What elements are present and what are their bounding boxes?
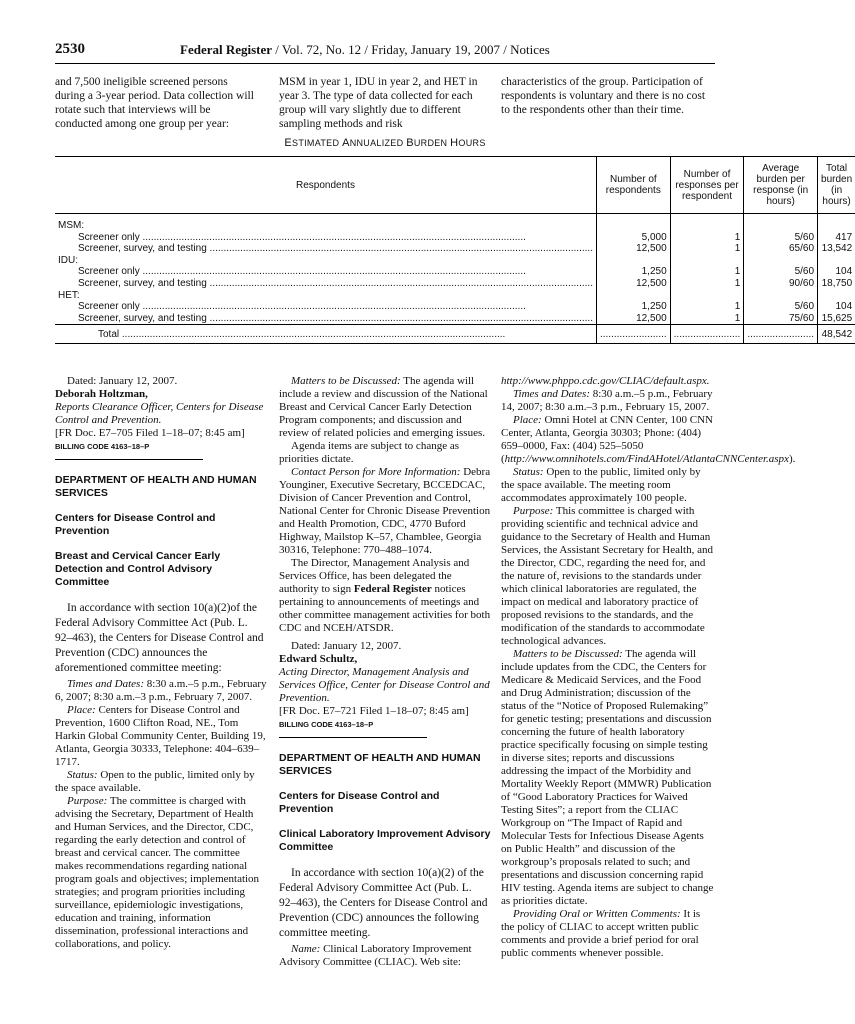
times-text: 8:30 a.m.–5 p.m., February 6, 2007; 8:30 a.m.–3 p.m., February 7, 2007. [55, 678, 267, 703]
table-row [55, 301, 855, 313]
table-caption [55, 137, 715, 149]
contact-paragraph [279, 466, 491, 557]
section-divider [279, 737, 427, 738]
row-label-text: Screener, survey, and testing ..... [58, 278, 593, 290]
table-cell [596, 255, 670, 267]
table-cell: 104 [818, 301, 855, 313]
name-label: Name: [291, 943, 321, 955]
row-label [55, 232, 596, 244]
notice-intro: In accordance with section 10(a)(2)of the Federal Advisory Committee Act (Pub. L. 92–463), the Centers for Disease Control and Prevention (CDC) announces the aforementioned committee meeting: [55, 602, 264, 674]
signer-name [279, 653, 491, 666]
status-label: Status: [67, 769, 98, 781]
table-row [55, 313, 855, 325]
table-row [55, 266, 855, 278]
times-label: Times and Dates: [513, 388, 590, 400]
status-paragraph [55, 769, 267, 795]
authority-text-end: notices pertaining to announcements of meetings and other committee management activities for both CDC and NCEH/ATSDR. [279, 583, 491, 634]
caption-initial: H [450, 137, 459, 149]
table-cell: 12,500 [596, 313, 670, 325]
fr-doc-line: [FR Doc. E7–721 Filed 1–18–07; 8:45 am] [279, 705, 469, 717]
hotel-url[interactable]: http://www.omnihotels.com/FindAHotel/AtlantaCNNCenter.aspx [504, 453, 789, 465]
total-cell: ........................ [744, 325, 818, 344]
matters-label: Matters to be Discussed: [513, 648, 623, 660]
matters-paragraph [279, 375, 491, 440]
dated-line: Dated: January 12, 2007. [67, 375, 178, 387]
purpose-label: Purpose: [513, 505, 554, 517]
place-end: ). [788, 453, 796, 465]
burden-table [55, 156, 855, 344]
table-cell [596, 220, 670, 232]
authority-paragraph [279, 557, 491, 635]
fr-doc-line: [FR Doc. E7–705 Filed 1–18–07; 8:45 am] [55, 427, 245, 439]
text-column-2 [279, 375, 491, 969]
authority-text: The Director, Management Analysis and Services Office, has been delegated the authority to sign [279, 557, 470, 595]
status-text: Open to the public, limited only by the space available. The meeting room accommodates approximately 100 people. [501, 466, 701, 504]
purpose-text: This committee is charged with providing scientific and technical advice and guidance to the Secretary of Health and Human Services, the Assistant Secretary for Health, and the Director, CDC, regarding the need for, and the nature of, revisions to the standards under which clinical laboratories are regulated, the impact on medical and laboratory practice of proposed revisions to the standards, and the modification of the standards to accommodate technological advances. [501, 505, 713, 647]
table-cell [744, 290, 818, 302]
table-header-row [55, 157, 855, 214]
agency-heading: DEPARTMENT OF HEALTH AND HUMAN SERVICES [55, 474, 257, 499]
table-cell: 1,250 [596, 301, 670, 313]
table-cell: 417 [818, 232, 855, 244]
subagency-heading: Centers for Disease Control and Prevention [55, 512, 216, 537]
row-label [55, 255, 596, 267]
table-cell: 1 [670, 301, 744, 313]
table-cell: 1 [670, 266, 744, 278]
intro-text: characteristics of the group. Participation of respondents is voluntary and there is no cost to the respondents other than their time. [501, 76, 706, 116]
table-cell: 5/60 [744, 266, 818, 278]
caption-initial: A [342, 137, 350, 149]
matters-paragraph [501, 648, 716, 908]
table-cell [596, 290, 670, 302]
table-cell [744, 220, 818, 232]
column-header: Average burden per response (in hours) [744, 157, 818, 214]
billing-code: BILLING CODE 4163–18–P [279, 720, 374, 729]
table-cell: 1 [670, 243, 744, 255]
signer-name-text: Edward Schultz, [279, 653, 358, 665]
subagency-heading: Centers for Disease Control and Prevention [279, 790, 440, 815]
row-label [55, 301, 596, 313]
total-label: Total ..... [58, 329, 593, 341]
agency-heading: DEPARTMENT OF HEALTH AND HUMAN SERVICES [279, 752, 481, 777]
comments-label: Providing Oral or Written Comments: [513, 908, 681, 920]
row-label-text: Screener only ..... [58, 232, 593, 244]
row-label [55, 243, 596, 255]
signer-title-text: Reports Clearance Officer, Centers for Disease Control and Prevention. [55, 401, 264, 426]
caption-rest: URDEN [413, 138, 451, 148]
agenda-paragraph: Agenda items are subject to change as priorities dictate. [279, 440, 459, 465]
column-header: Number of respondents [596, 157, 670, 214]
row-label-text: Screener only ..... [58, 301, 593, 313]
place-text: Omni Hotel at CNN Center, 100 CNN Center, Atlanta, Georgia 30303; Phone: (404) 659–0000, Fax: (404) 525–5050 ( [501, 414, 713, 465]
purpose-label: Purpose: [67, 795, 108, 807]
table-cell: 18,750 [818, 278, 855, 290]
purpose-paragraph [501, 505, 716, 648]
intro-column-1 [55, 75, 260, 131]
row-label [55, 278, 596, 290]
signer-title-text: Acting Director, Management Analysis and Services Office, Center for Disease Control and Prevention. [279, 666, 490, 704]
intro-text: MSM in year 1, IDU in year 2, and HET in year 3. The type of data collected for each group will vary slightly due to different sampling methods and risk [279, 76, 478, 130]
notice-intro: In accordance with section 10(a)(2) of the Federal Advisory Committee Act (Pub. L. 92–463), the Centers for Disease Control and Prevention (CDC) announces the following committee meeting. [279, 867, 488, 939]
comments-paragraph [501, 908, 716, 960]
table-cell: 1 [670, 313, 744, 325]
running-header [55, 41, 715, 64]
contact-label: Contact Person for More Information: [291, 466, 461, 478]
website-link[interactable] [501, 375, 716, 388]
text-column-3 [501, 375, 796, 960]
status-paragraph [501, 466, 716, 505]
table-cell [670, 290, 744, 302]
column-header: Total burden (in hours) [818, 157, 855, 214]
table-cell: 90/60 [744, 278, 818, 290]
intro-text: and 7,500 ineligible screened persons during a 3-year period. Data collection will rotate such that interviews will be conducted among one group per year: [55, 76, 254, 130]
issue-details: / Vol. 72, No. 12 / Friday, January 19, 2007 / Notices [272, 42, 550, 57]
table-cell: 1 [670, 278, 744, 290]
table-row [55, 243, 855, 255]
times-label: Times and Dates: [67, 678, 144, 690]
table-row [55, 255, 855, 267]
row-label [55, 266, 596, 278]
total-cell: ........................ [596, 325, 670, 344]
caption-rest: NNUALIZED [349, 138, 407, 148]
journal-citation [180, 42, 550, 58]
table-cell: 12,500 [596, 243, 670, 255]
place-label: Place: [67, 704, 96, 716]
section-divider [55, 459, 203, 460]
website-url[interactable]: http://www.phppo.cdc.gov/CLIAC/default.aspx. [501, 375, 710, 387]
table-row [55, 278, 855, 290]
row-label-text: Screener, survey, and testing ..... [58, 243, 593, 255]
intro-column-3 [501, 75, 716, 117]
place-text: Centers for Disease Control and Prevention, 1600 Clifton Road, NE., Tom Harkin Global Community Center, Building 19, Atlanta, Georgia 30333, Telephone: 404–639–1717. [55, 704, 266, 768]
row-label-text: HET: [58, 289, 80, 301]
column-header: Number of responses per respondent [670, 157, 744, 214]
row-label [55, 220, 596, 232]
notice-title: Clinical Laboratory Improvement Advisory Committee [279, 828, 491, 853]
table-cell [670, 255, 744, 267]
table-cell: 75/60 [744, 313, 818, 325]
table-cell: 13,542 [818, 243, 855, 255]
signer-title [55, 401, 267, 427]
total-cell: ........................ [670, 325, 744, 344]
authority-bold: Federal Register [353, 583, 432, 595]
table-total-row [55, 325, 855, 344]
times-text: 8:30 a.m.–5 p.m., February 14, 2007; 8:30 a.m.–3 p.m., February 15, 2007. [501, 388, 713, 413]
table-cell [818, 290, 855, 302]
row-label-text: MSM: [58, 220, 85, 231]
dated-line: Dated: January 12, 2007. [291, 640, 402, 652]
matters-text: The agenda will include updates from the CDC, the Centers for Medicare & Medicaid Services, and the Food and Drug Administration; discussion of the status of the “Notice of Proposed Rulemaking” for genetic testing; presentations and discussion concerning the future of health laboratory practice specifically focusing on simple testing in diverse sites; reports and discussions addressing the impact of the Morbidity and Mortality Weekly Report (MMWR) Publication of “Good Laboratory Practices for Waived Testing Sites”; a report from the CLIAC Workgroup on “The Impact of Rapid and Molecular Tests for Infectious Disease Agents on Public Health” and discussion of the workgroup’s proposals related to such; and presentations and discussion concerning rapid HIV testing. Agenda items are subject to change as priorities dictate. [501, 648, 714, 907]
table-cell: 15,625 [818, 313, 855, 325]
place-paragraph [501, 414, 796, 466]
caption-initial: B [406, 137, 414, 149]
status-text: Open to the public, limited only by the space available. [55, 769, 255, 794]
table-row [55, 220, 855, 232]
total-cell: 48,542 [818, 325, 855, 344]
times-paragraph [55, 678, 267, 704]
caption-rest: OURS [458, 138, 486, 148]
text-column-1 [55, 375, 267, 951]
table-cell: 65/60 [744, 243, 818, 255]
page-number: 2530 [55, 41, 85, 57]
row-label [55, 290, 596, 302]
matters-text: The agenda will include a review and discussion of the National Breast and Cervical Cancer Early Detection Program components; and discussion and review of related policies and emerging issues. [279, 375, 488, 439]
caption-rest: STIMATED [292, 138, 343, 148]
table-cell: 1 [670, 232, 744, 244]
row-label-text: Screener only ..... [58, 266, 593, 278]
place-paragraph [55, 704, 267, 769]
table-cell: 12,500 [596, 278, 670, 290]
table-cell: 5,000 [596, 232, 670, 244]
journal-name: Federal Register [180, 42, 273, 57]
matters-label: Matters to be Discussed: [291, 375, 401, 387]
row-label [55, 313, 596, 325]
row-label-text: Screener, survey, and testing ..... [58, 313, 593, 325]
table-row [55, 232, 855, 244]
table-cell: 5/60 [744, 232, 818, 244]
table-cell: 5/60 [744, 301, 818, 313]
row-label-text: IDU: [58, 254, 78, 266]
status-label: Status: [513, 466, 544, 478]
name-text: Clinical Laboratory Improvement Advisory Committee (CLIAC). Web site: [279, 943, 472, 968]
table-cell [818, 220, 855, 232]
name-paragraph [279, 943, 491, 969]
column-header: Respondents [55, 157, 596, 214]
signer-name-text: Deborah Holtzman, [55, 388, 148, 400]
signer-name [55, 388, 267, 401]
billing-code: BILLING CODE 4163–18–P [55, 442, 150, 451]
times-paragraph [501, 388, 716, 414]
table-cell [670, 220, 744, 232]
table-row [55, 290, 855, 302]
caption-initial: E [284, 137, 293, 149]
contact-text: Debra Younginer, Executive Secretary, BCCEDCAC, Division of Cancer Prevention and Control, National Center for Chronic Disease Prevention and Health Promotion, CDC, 4770 Buford Highway, Mailstop K–57, Chamblee, Georgia 30316, Telephone: 770–488–1074. [279, 466, 491, 556]
intro-column-2 [279, 75, 484, 131]
signer-title [279, 666, 491, 705]
place-label: Place: [513, 414, 542, 426]
table-cell [818, 255, 855, 267]
notice-title: Breast and Cervical Cancer Early Detection and Control Advisory Committee [55, 550, 221, 588]
table-cell [744, 255, 818, 267]
purpose-paragraph [55, 795, 267, 951]
table-cell: 104 [818, 266, 855, 278]
table-cell: 1,250 [596, 266, 670, 278]
purpose-text: The committee is charged with advising the Secretary, Department of Health and Human Services, and the Director, CDC, regarding the early detection and control of breast and cervical cancer. The committee makes recommendations regarding national program goals and objectives; implementation strategies; and program priorities including surveillance, epidemiologic investigations, education and training, information dissemination, professional interactions and collaborations, and policy. [55, 795, 260, 950]
comments-text: It is the policy of CLIAC to accept written public comments and provide a brief period for oral public comments whenever possible. [501, 908, 701, 959]
